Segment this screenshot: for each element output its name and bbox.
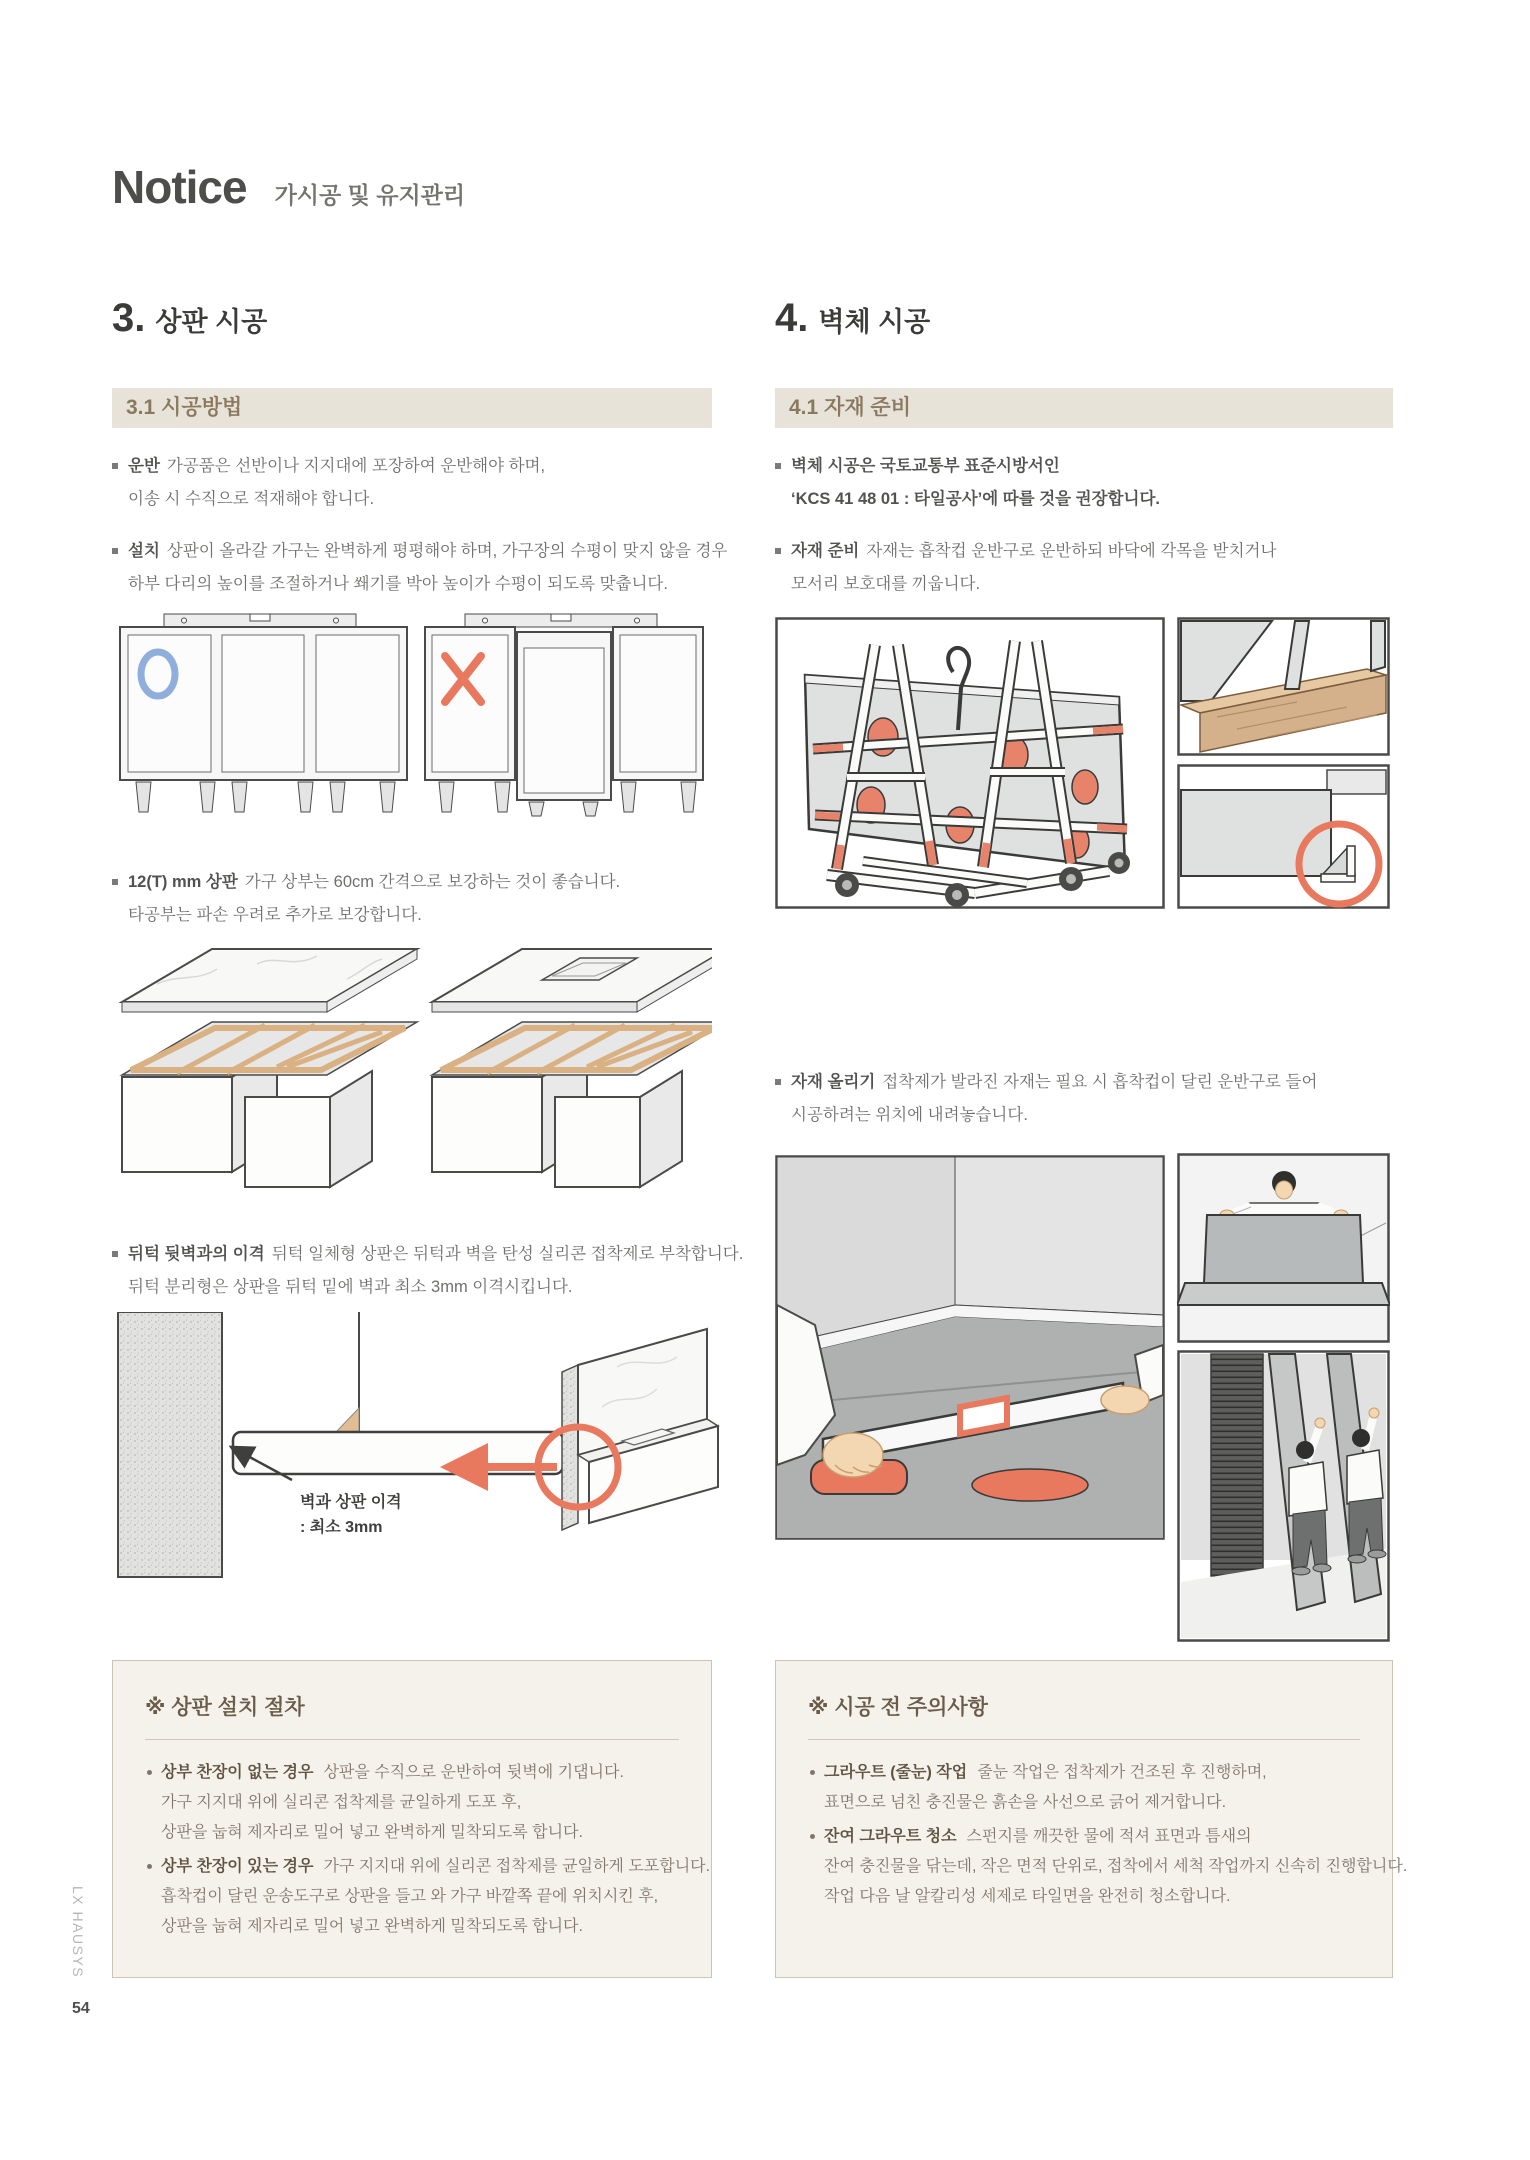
worker-face xyxy=(1276,1181,1293,1199)
note-text: 가구 지지대 위에 실리콘 접착제를 균일하게 도포합니다. xyxy=(323,1858,711,1875)
bullet-line2: 타공부는 파손 우려로 추가로 보강합니다. xyxy=(128,906,422,924)
wall-strip xyxy=(1327,770,1386,794)
figure-aframe-cart xyxy=(775,617,1165,909)
wood-wedge xyxy=(336,1408,359,1432)
bullet-wall-gap xyxy=(112,1238,808,1304)
section-3-heading xyxy=(112,296,267,341)
note-item xyxy=(145,1852,711,1942)
slab-edge-2 xyxy=(1371,621,1385,671)
reinforce-right xyxy=(432,949,712,1187)
bullet-text: 접착제가 발라진 자재는 필요 시 흡착컵이 달린 운반구로 들어 xyxy=(882,1073,1318,1091)
note-line: 흡착컵이 달린 운송도구로 상판을 들고 와 가구 바깥쪽 끝에 위치시킨 후, xyxy=(161,1888,659,1905)
cabinet-good-group xyxy=(120,614,407,812)
figure-worker-slab xyxy=(1177,1153,1390,1343)
page-subtitle: 가시공 및 유지관리 xyxy=(274,182,466,208)
figure-workers-wall xyxy=(1177,1350,1390,1642)
bullet-lead: 자재 올리기 xyxy=(791,1073,876,1091)
brand-vertical-text: LX HAUSYS xyxy=(70,1886,86,1979)
section-4-title: 벽체 시공 xyxy=(818,307,931,337)
note-box-precautions xyxy=(775,1660,1408,1978)
note-item xyxy=(808,1822,1408,1912)
divider xyxy=(808,1739,1360,1740)
bullet-text: 자재는 흡착컵 운반구로 운반하되 바닥에 각목을 받치거나 xyxy=(866,542,1277,560)
bullet-lead: 벽체 시공은 국토교통부 표준시방서인 xyxy=(791,457,1060,475)
left-hand xyxy=(823,1433,883,1477)
bullet-line2: 이송 시 수직으로 적재해야 합니다. xyxy=(128,490,375,508)
note-item xyxy=(145,1758,679,1848)
slab-flat xyxy=(1177,1283,1390,1305)
gap-annotation-line1: 벽과 상판 이격 xyxy=(300,1494,402,1511)
note-text: 줄눈 작업은 접착제가 건조된 후 진행하며, xyxy=(977,1764,1267,1781)
reinforce-left xyxy=(122,949,417,1187)
bullet-install-level xyxy=(112,535,788,601)
bullet-line2: 모서리 보호대를 끼웁니다. xyxy=(791,575,981,593)
note-item xyxy=(808,1758,1360,1818)
note-line: 표면으로 넘친 충진물은 흙손을 사선으로 긁어 제거합니다. xyxy=(824,1794,1227,1811)
wall-right xyxy=(955,1157,1163,1315)
cabinet-bad-group xyxy=(425,614,703,816)
bullet-line2: 뒤턱 분리형은 상판을 뒤턱 밑에 벽과 최소 3mm 이격시킵니다. xyxy=(128,1278,573,1296)
note-box-title: ※ 상판 설치 절차 xyxy=(145,1696,305,1719)
note-text: 스펀지를 깨끗한 물에 적셔 표면과 틈새의 xyxy=(966,1828,1252,1845)
figure-slabs-on-wood xyxy=(1177,617,1390,756)
page-header xyxy=(112,160,465,214)
bullet-line2: 시공하려는 위치에 내려놓습니다. xyxy=(791,1106,1028,1124)
bullet-material-prep xyxy=(775,535,1431,601)
figure-countertop-reinforcement xyxy=(112,922,712,1194)
figure-wall-gap xyxy=(112,1312,724,1612)
note-line: 가구 지지대 위에 실리콘 접착제를 균일하게 도포 후, xyxy=(161,1794,522,1811)
bullet-transport xyxy=(112,450,788,516)
note-line: 잔여 충진물을 닦는데, 작은 면적 단위로, 접착에서 세척 작업까지 신속히 진행합니다. xyxy=(824,1858,1408,1875)
note-lead: 잔여 그라우트 청소 xyxy=(824,1828,957,1845)
section-4-number: 4. xyxy=(775,296,809,340)
section-3-number: 3. xyxy=(112,296,146,340)
bullet-line2: ‘KCS 41 48 01 : 타일공사’에 따를 것을 권장합니다. xyxy=(791,490,1160,508)
page-title: Notice xyxy=(112,161,247,213)
right-hand xyxy=(1101,1386,1149,1414)
note-line: 상판을 눕혀 제자리로 밀어 넣고 완벽하게 밀착되도록 합니다. xyxy=(161,1918,583,1935)
bullet-material-lift xyxy=(775,1066,1431,1132)
figure-corner-protector xyxy=(1177,764,1390,909)
gap-annotation-line2: : 최소 3mm xyxy=(300,1519,383,1536)
bullet-kcs-standard xyxy=(775,450,1431,516)
level-window xyxy=(960,1398,1007,1434)
figure-leveling xyxy=(775,1155,1165,1540)
bullet-lead: 운반 xyxy=(128,457,160,475)
bullet-text: 상판이 올라갈 가구는 완벽하게 평평해야 하며, 가구장의 수평이 맞지 않을 경우 xyxy=(166,542,728,560)
bullet-lead: 뒤턱 뒷벽과의 이격 xyxy=(128,1245,265,1263)
slab-upright xyxy=(1204,1215,1363,1283)
countertop-3d-mini xyxy=(452,1329,718,1530)
subsection-3-1-bar: 3.1 시공방법 xyxy=(112,388,712,428)
bullet-lead: 12(T) mm 상판 xyxy=(128,873,238,891)
gap-annotation xyxy=(300,1490,402,1540)
note-lead: 상부 찬장이 없는 경우 xyxy=(161,1764,314,1781)
section-3-title: 상판 시공 xyxy=(155,307,268,337)
note-text: 상판을 수직으로 운반하여 뒷벽에 기댑니다. xyxy=(323,1764,624,1781)
note-line: 작업 다음 날 알칼리성 세제로 타일면을 완전히 청소합니다. xyxy=(824,1888,1231,1905)
combed-adhesive xyxy=(1211,1354,1263,1576)
note-line: 상판을 눕혀 제자리로 밀어 넣고 완벽하게 밀착되도록 합니다. xyxy=(161,1824,583,1841)
subsection-4-1-bar: 4.1 자재 준비 xyxy=(775,388,1393,428)
bullet-text: 가구 상부는 60cm 간격으로 보강하는 것이 좋습니다. xyxy=(244,873,621,891)
bullet-line2: 하부 다리의 높이를 조절하거나 쐐기를 박아 높이가 수평이 되도록 맞춥니다. xyxy=(128,575,668,593)
adhesive-pad xyxy=(972,1469,1088,1501)
figure-cabinet-alignment xyxy=(112,612,712,818)
bullet-lead: 설치 xyxy=(128,542,160,560)
note-box-countertop-procedure xyxy=(112,1660,712,1978)
bullet-text: 가공품은 선반이나 지지대에 포장하여 운반해야 하며, xyxy=(166,457,546,475)
page-number: 54 xyxy=(72,2000,90,2017)
note-box-title: ※ 시공 전 주의사항 xyxy=(808,1696,988,1719)
note-lead: 상부 찬장이 있는 경우 xyxy=(161,1858,314,1875)
note-lead: 그라우트 (줄눈) 작업 xyxy=(824,1764,968,1781)
divider xyxy=(145,1739,679,1740)
section-4-heading xyxy=(775,296,930,341)
concrete-wall xyxy=(118,1312,222,1577)
bullet-text: 뒤턱 일체형 상판은 뒤턱과 벽을 탄성 실리콘 접착제로 부착합니다. xyxy=(271,1245,744,1263)
bullet-lead: 자재 준비 xyxy=(791,542,860,560)
